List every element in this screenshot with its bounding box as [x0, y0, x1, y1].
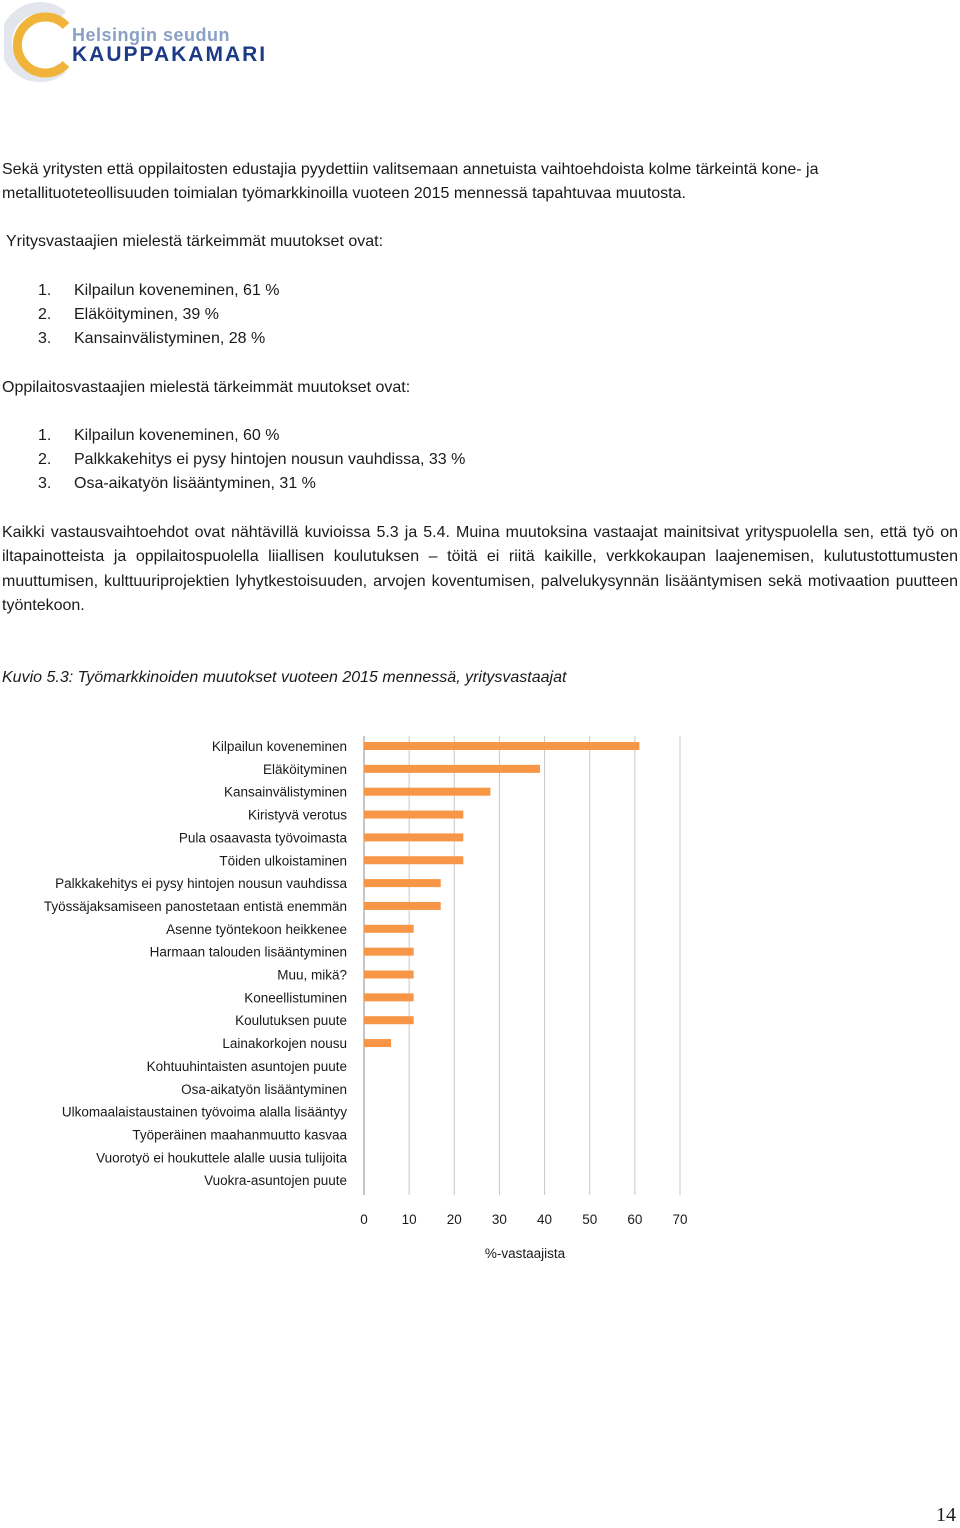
- category-label: Harmaan talouden lisääntyminen: [149, 944, 347, 960]
- category-label: Asenne työntekoon heikkenee: [166, 921, 347, 937]
- intro-line-2: metallituoteteollisuuden toimialan työmarkkinoilla vuoteen 2015 mennessä tapahtuvaa muutosta.: [2, 185, 686, 202]
- category-label: Lainakorkojen nousu: [222, 1036, 347, 1052]
- bar: [364, 948, 414, 956]
- list-text: Osa-aikatyön lisääntyminen, 31 %: [74, 475, 316, 492]
- list-number: 2.: [38, 451, 52, 468]
- x-tick-label: 0: [360, 1212, 368, 1227]
- company-list-item: [38, 327, 265, 351]
- category-label: Vuokra-asuntojen puute: [204, 1173, 347, 1189]
- list-number: 3.: [38, 475, 52, 492]
- x-axis-label: %-vastaajista: [484, 1246, 566, 1261]
- x-tick-label: 30: [491, 1212, 507, 1227]
- chamber-logo: [4, 2, 284, 82]
- school-list-item: [38, 424, 279, 448]
- list-text: Eläköityminen, 39 %: [74, 306, 219, 323]
- figure-caption: Kuvio 5.3: Työmarkkinoiden muutokset vuoteen 2015 mennessä, yritysvastaajat: [2, 669, 567, 686]
- list-text: Kilpailun koveneminen, 61 %: [74, 282, 280, 299]
- x-tick-label: 40: [537, 1212, 553, 1227]
- bar: [364, 811, 463, 819]
- bar: [364, 788, 490, 796]
- bar: [364, 742, 639, 750]
- bar: [364, 993, 414, 1001]
- category-label: Kilpailun koveneminen: [211, 739, 347, 754]
- intro-line-1: Sekä yritysten että oppilaitosten edustajia pyydettiin valitsemaan annetuista vaihtoehdoista kolme tärkeintä kone- ja: [2, 161, 819, 178]
- bar: [364, 765, 540, 773]
- category-label: Palkkakehitys ei pysy hintojen nousun vauhdissa: [55, 876, 347, 892]
- list-text: Palkkakehitys ei pysy hintojen nousun vauhdissa, 33 %: [74, 451, 466, 468]
- bar: [364, 902, 441, 910]
- company-list-item: [38, 303, 219, 327]
- category-label: Työperäinen maahanmuutto kasvaa: [132, 1127, 347, 1143]
- category-label: Muu, mikä?: [277, 967, 347, 983]
- bar: [364, 971, 414, 979]
- category-label: Vuorotyö ei houkuttele alalle uusia tulijoita: [96, 1150, 347, 1166]
- bar: [364, 879, 441, 887]
- list-number: 2.: [38, 306, 52, 323]
- school-heading: Oppilaitosvastaajien mielestä tärkeimmät muutokset ovat:: [2, 379, 411, 396]
- category-label: Osa-aikatyön lisääntyminen: [181, 1081, 347, 1097]
- x-tick-label: 50: [582, 1212, 598, 1227]
- school-list-item: [38, 448, 465, 472]
- page-number: 14: [936, 1504, 956, 1526]
- category-label: Ulkomaalaistaustainen työvoima alalla lisääntyy: [61, 1104, 347, 1120]
- bar: [364, 1039, 391, 1047]
- company-heading: Yritysvastaajien mielestä tärkeimmät muutokset ovat:: [6, 233, 384, 250]
- category-label: Töiden ulkoistaminen: [219, 853, 347, 869]
- bar: [364, 925, 414, 933]
- category-label: Kiristyvä verotus: [247, 807, 347, 823]
- category-label: Pula osaavasta työvoimasta: [178, 830, 347, 846]
- category-label: Koneellistuminen: [244, 990, 347, 1006]
- x-tick-label: 60: [627, 1212, 643, 1227]
- logo-mark-icon: [4, 2, 74, 82]
- list-text: Kansainvälistyminen, 28 %: [74, 330, 266, 347]
- bar: [364, 1016, 414, 1024]
- list-number: 1.: [38, 427, 52, 444]
- list-number: 3.: [38, 330, 52, 347]
- x-tick-label: 70: [672, 1212, 688, 1227]
- category-label: Kohtuuhintaisten asuntojen puute: [146, 1058, 347, 1074]
- bar-chart: [0, 720, 720, 1280]
- company-list-item: [38, 279, 279, 303]
- list-number: 1.: [38, 282, 52, 299]
- logo-text-line2: KAUPPAKAMARI: [72, 43, 268, 66]
- body-paragraph: Kaikki vastausvaihtoehdot ovat nähtävillä kuvioissa 5.3 ja 5.4. Muina muutoksina vastaajat mainitsivat yrityspuolella sen, että työ on iltapainotteista ja oppilaitospuolella liiallisen koulutuksen – töitä ei riitä kaikille, verkkokaupan laajenemisen, kulutustottumusten muuttumisen, kulttuuriprojektien lyhytkestoisuuden, arvojen koventumisen, palvelukysynnän lisääntymisen sekä motivaation puutteen työntekoon.: [2, 524, 958, 614]
- x-tick-label: 20: [446, 1212, 462, 1227]
- bar: [364, 856, 463, 864]
- bar: [364, 833, 463, 841]
- logo-text-line1: Helsingin seudun: [72, 25, 231, 45]
- school-list-item: [38, 472, 316, 496]
- category-label: Työssäjaksamiseen panostetaan entistä enemmän: [43, 898, 347, 914]
- category-label: Eläköityminen: [262, 761, 347, 777]
- list-text: Kilpailun koveneminen, 60 %: [74, 427, 280, 444]
- category-label: Koulutuksen puute: [235, 1013, 347, 1029]
- category-label: Kansainvälistyminen: [223, 784, 347, 800]
- x-tick-label: 10: [401, 1212, 417, 1227]
